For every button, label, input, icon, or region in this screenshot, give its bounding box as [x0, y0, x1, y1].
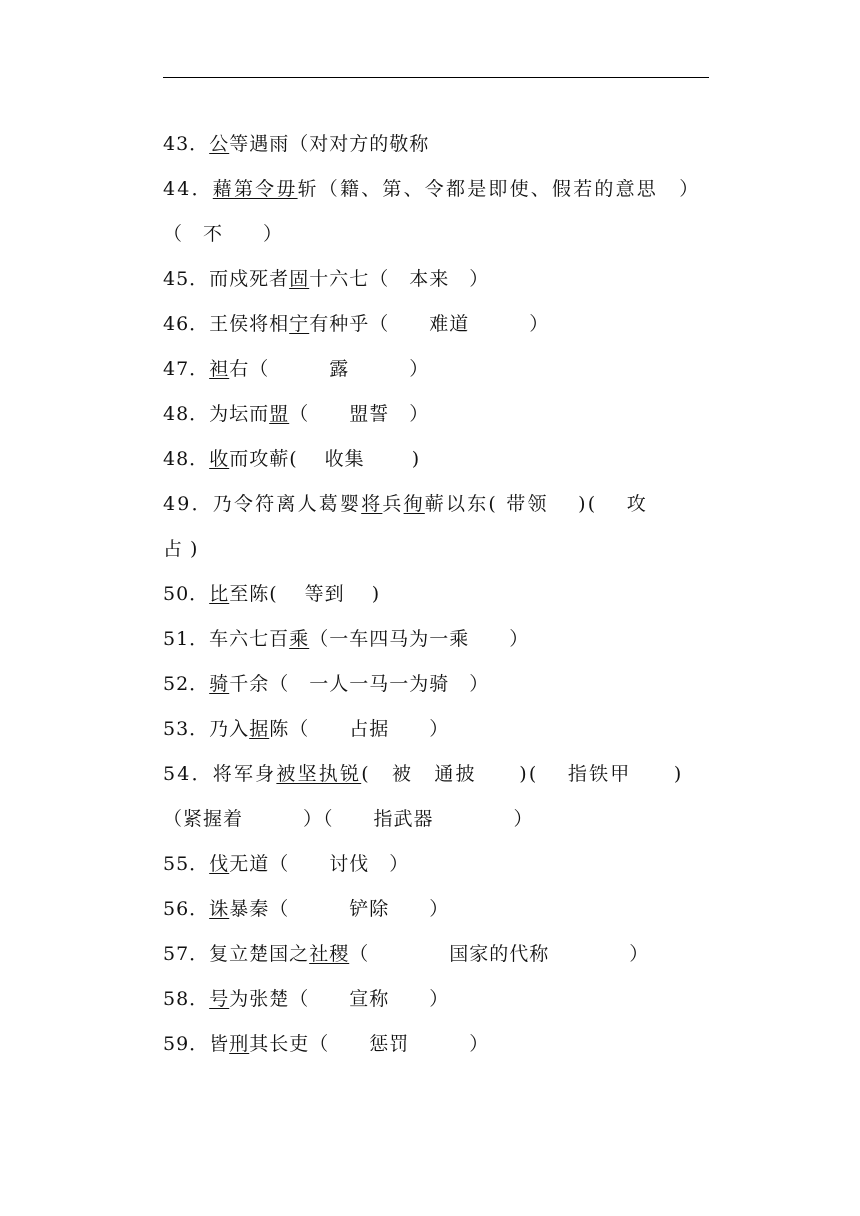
vocab-line	[163, 437, 709, 482]
vocab-line	[163, 212, 709, 257]
underlined-term: 收	[209, 448, 230, 470]
underlined-term: 盟	[269, 403, 290, 425]
line-text: 43．	[163, 133, 210, 155]
underlined-term: 袒	[209, 358, 230, 380]
vocab-line	[163, 1022, 709, 1067]
line-text: 无道（ 讨伐 ）	[229, 853, 410, 875]
line-text: 等遇雨（对对方的敬称	[229, 133, 430, 155]
line-text: 47．	[163, 358, 210, 380]
vocab-line	[163, 707, 709, 752]
line-text: 至陈( 等到 )	[229, 583, 381, 605]
line-text: 为张楚（ 宣称 ）	[229, 988, 450, 1010]
line-text: 右（ 露 ）	[229, 358, 430, 380]
underlined-term: 比	[209, 583, 230, 605]
line-text: 50．	[163, 583, 210, 605]
underlined-term: 号	[209, 988, 230, 1010]
vocab-line	[163, 617, 709, 662]
line-text: （ 不 ）	[163, 223, 284, 245]
line-text: 其长吏（ 惩罚 ）	[249, 1033, 490, 1055]
line-text: 52．	[163, 673, 210, 695]
line-text: 占 )	[163, 538, 199, 560]
line-text: 而攻蕲( 收集 )	[229, 448, 421, 470]
line-text: 53．乃入	[163, 718, 250, 740]
line-text: 兵	[382, 493, 404, 515]
line-text: 千余（ 一人一马一为骑 ）	[229, 673, 490, 695]
underlined-term: 骑	[209, 673, 230, 695]
underlined-term: 伐	[209, 853, 230, 875]
underlined-term: 徇	[403, 493, 425, 515]
line-text: ( 被 通披 )( 指铁甲 )	[361, 763, 684, 785]
line-text: 56．	[163, 898, 210, 920]
line-text: （ 国家的代称 ）	[349, 943, 650, 965]
line-text: 59．皆	[163, 1033, 230, 1055]
line-text: 陈（ 占据 ）	[269, 718, 450, 740]
line-text: 暴秦（ 铲除 ）	[229, 898, 450, 920]
line-text: 48．为坛而	[163, 403, 270, 425]
line-text: 51．车六七百	[163, 628, 290, 650]
vocab-line	[163, 932, 709, 977]
line-text: 46．王侯将相	[163, 313, 290, 335]
line-text: （一车四马为一乘 ）	[309, 628, 530, 650]
line-text: 55．	[163, 853, 210, 875]
line-text: 58．	[163, 988, 210, 1010]
underlined-term: 乘	[289, 628, 310, 650]
underlined-term: 固	[289, 268, 310, 290]
vocab-line	[163, 572, 709, 617]
line-text: 45．而戍死者	[163, 268, 290, 290]
vocab-line	[163, 167, 709, 212]
underlined-term: 公	[209, 133, 230, 155]
header-rule	[163, 77, 709, 78]
underlined-term: 社稷	[309, 943, 350, 965]
line-text: 54．将军身	[163, 763, 277, 785]
line-text: （紧握着 ）（ 指武器 ）	[163, 808, 534, 830]
vocab-line	[163, 482, 709, 527]
vocab-line	[163, 257, 709, 302]
line-text: 44．	[163, 178, 213, 200]
line-text: 十六七（ 本来 ）	[309, 268, 490, 290]
vocab-line	[163, 347, 709, 392]
line-text: 57．复立楚国之	[163, 943, 310, 965]
line-text: （ 盟誓 ）	[289, 403, 430, 425]
vocab-line	[163, 977, 709, 1022]
vocab-line	[163, 662, 709, 707]
vocab-line	[163, 752, 709, 797]
line-text: 有种乎（ 难道 ）	[309, 313, 550, 335]
underlined-term: 被坚执锐	[276, 763, 362, 785]
underlined-term: 藉第令毋	[212, 178, 298, 200]
vocabulary-list	[163, 122, 709, 1067]
vocab-line	[163, 302, 709, 347]
underlined-term: 宁	[289, 313, 310, 335]
vocab-line	[163, 797, 709, 842]
line-text: 48．	[163, 448, 210, 470]
line-text: 49．乃令符离人葛婴	[163, 493, 362, 515]
underlined-term: 将	[361, 493, 383, 515]
vocab-line	[163, 887, 709, 932]
line-text: 蕲以东( 带领 )( 攻	[424, 493, 648, 515]
vocab-line	[163, 392, 709, 437]
vocab-line	[163, 842, 709, 887]
vocab-line	[163, 122, 709, 167]
vocab-line	[163, 527, 709, 572]
underlined-term: 诛	[209, 898, 230, 920]
underlined-term: 刑	[229, 1033, 250, 1055]
line-text: 斩（籍、第、令都是即使、假若的意思 ）	[297, 178, 701, 200]
underlined-term: 据	[249, 718, 270, 740]
